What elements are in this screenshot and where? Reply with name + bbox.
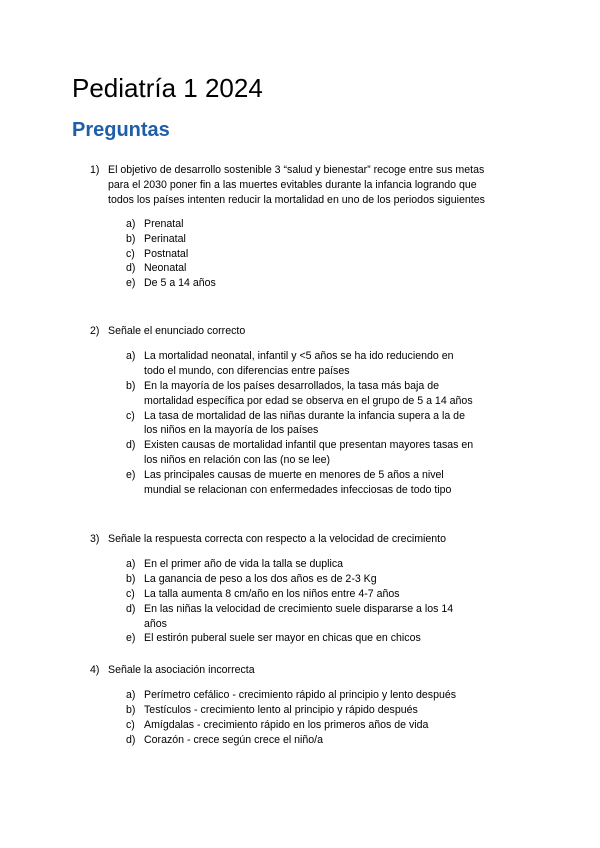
question-text: Señale la asociación incorrecta: [108, 664, 255, 676]
question-1: [90, 163, 490, 291]
option-item: [126, 261, 476, 276]
option-item: [126, 572, 476, 587]
question-number: 2): [90, 325, 100, 337]
option-item: [126, 718, 476, 733]
option-item: [126, 602, 476, 632]
option-item: [126, 631, 476, 646]
question-text: Señale el enunciado correcto: [108, 325, 246, 337]
option-text: En la mayoría de los países desarrollados, la tasa más baja de mortalidad específica por edad se observa en el grupo de 5 a 14 años: [144, 379, 473, 407]
option-text: El estirón puberal suele ser mayor en chicas que en chicos: [144, 632, 421, 645]
option-item: [126, 247, 476, 262]
option-letter: e): [126, 632, 136, 645]
option-text: En las niñas la velocidad de crecimiento suele dispararse a los 14 años: [144, 602, 454, 630]
option-item: [126, 703, 476, 718]
option-item: [126, 688, 476, 703]
question-number: 1): [90, 164, 100, 176]
option-letter: c): [126, 587, 135, 600]
option-letter: c): [126, 718, 135, 731]
section-heading: Preguntas: [72, 119, 170, 141]
option-text: Neonatal: [144, 262, 187, 275]
question-stem: [90, 163, 490, 208]
option-letter: e): [126, 469, 136, 482]
question-4: [90, 663, 490, 748]
option-letter: d): [126, 262, 136, 275]
option-text: De 5 a 14 años: [144, 277, 216, 290]
options-list: [126, 688, 476, 748]
options-list: [126, 349, 476, 498]
question-3: [90, 532, 490, 646]
option-item: [126, 276, 476, 291]
document-title: Pediatría 1 2024: [72, 73, 263, 103]
option-letter: d): [126, 733, 136, 746]
option-text: La ganancia de peso a los dos años es de 2-3 Kg: [144, 572, 377, 585]
question-stem: [90, 663, 490, 678]
option-text: La tasa de mortalidad de las niñas durante la infancia supera a la de los niños en la mayoría de los países: [144, 409, 465, 437]
option-text: La mortalidad neonatal, infantil y <5 años se ha ido reduciendo en todo el mundo, con diferencias entre países: [144, 349, 454, 377]
question-2: [90, 324, 490, 498]
option-letter: b): [126, 572, 136, 585]
question-stem: [90, 532, 490, 547]
option-text: Perinatal: [144, 232, 186, 245]
option-text: Las principales causas de muerte en menores de 5 años a nivel mundial se relacionan con enfermedades infecciosas de todo tipo: [144, 469, 452, 497]
option-item: [126, 733, 476, 748]
option-letter: d): [126, 439, 136, 452]
option-item: [126, 557, 476, 572]
options-list: [126, 557, 476, 646]
option-letter: c): [126, 247, 135, 260]
option-letter: a): [126, 349, 136, 362]
option-item: [126, 409, 476, 439]
option-text: Corazón - crece según crece el niño/a: [144, 733, 324, 746]
option-letter: d): [126, 602, 136, 615]
option-text: En el primer año de vida la talla se duplica: [144, 557, 344, 570]
option-letter: e): [126, 277, 136, 290]
option-letter: b): [126, 232, 136, 245]
option-item: [126, 232, 476, 247]
option-text: La talla aumenta 8 cm/año en los niños entre 4-7 años: [144, 587, 400, 600]
option-item: [126, 587, 476, 602]
option-text: Perímetro cefálico - crecimiento rápido al principio y lento después: [144, 688, 457, 701]
question-stem: [90, 324, 490, 339]
option-text: Prenatal: [144, 217, 184, 230]
option-text: Amígdalas - crecimiento rápido en los primeros años de vida: [144, 718, 429, 731]
question-text: Señale la respuesta correcta con respecto a la velocidad de crecimiento: [108, 533, 447, 545]
question-number: 3): [90, 533, 100, 545]
option-letter: a): [126, 557, 136, 570]
option-item: [126, 379, 476, 409]
option-letter: a): [126, 688, 136, 701]
option-letter: c): [126, 409, 135, 422]
question-text: El objetivo de desarrollo sostenible 3 “salud y bienestar” recoge entre sus metas para el 2030 poner fin a las muertes evitables durante la infancia logrando que todos los países intenten reducir la mortalidad en uno de los periodos siguientes: [108, 164, 485, 206]
question-number: 4): [90, 664, 100, 676]
option-letter: a): [126, 217, 136, 230]
option-text: Postnatal: [144, 247, 189, 260]
option-letter: b): [126, 703, 136, 716]
option-item: [126, 217, 476, 232]
option-item: [126, 349, 476, 379]
option-text: Existen causas de mortalidad infantil que presentan mayores tasas en los niños en relación con las (no se lee): [144, 439, 474, 467]
options-list: [126, 217, 476, 292]
option-item: [126, 438, 476, 468]
option-letter: b): [126, 379, 136, 392]
option-item: [126, 468, 476, 498]
option-text: Testículos - crecimiento lento al principio y rápido después: [144, 703, 418, 716]
